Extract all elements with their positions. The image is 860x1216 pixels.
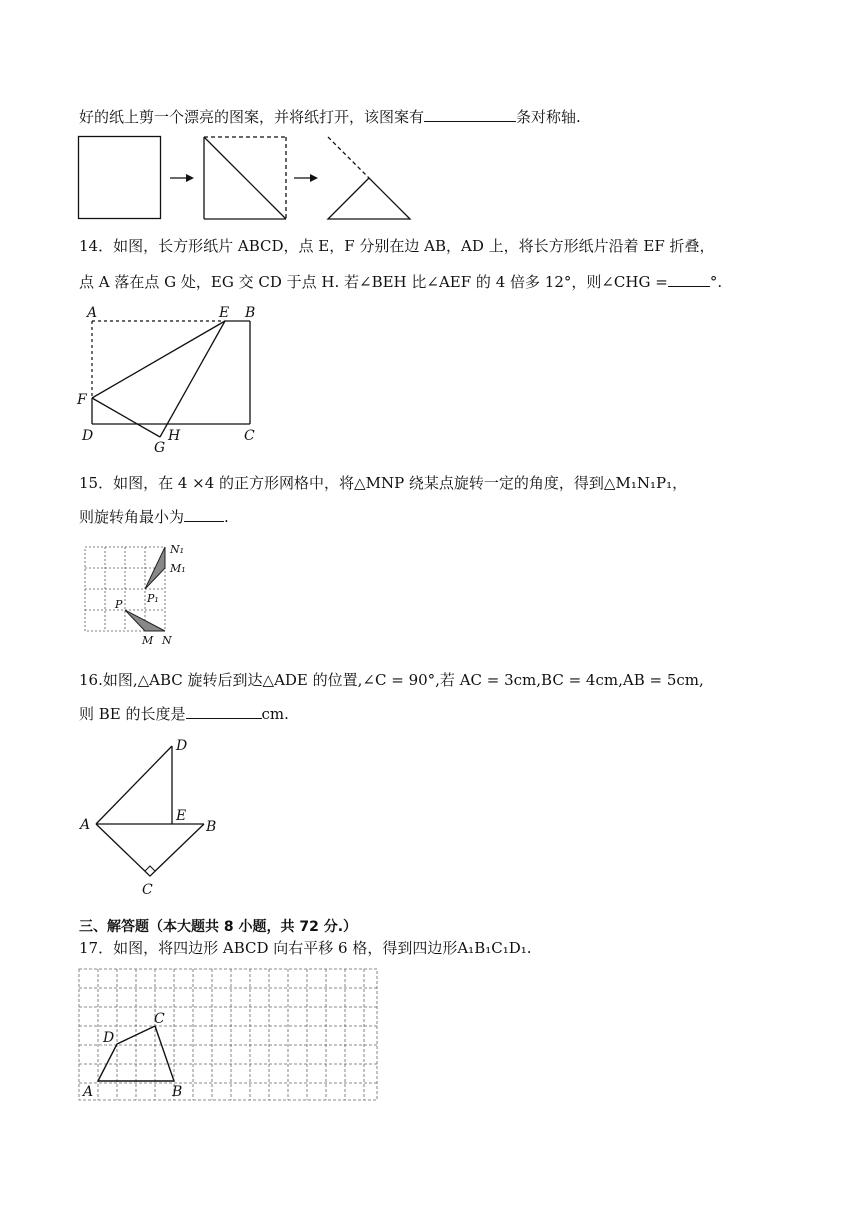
- label-D: D: [103, 1030, 115, 1046]
- q15-line2: [79, 507, 229, 527]
- grid: [85, 547, 165, 631]
- label-N1: N₁: [170, 543, 185, 556]
- label-N: N: [162, 634, 172, 647]
- label-C: C: [154, 1011, 165, 1027]
- segment-AC: [96, 824, 150, 876]
- label-B: B: [245, 305, 256, 321]
- segment-AD: [96, 746, 172, 824]
- q15-text: 则旋转角最小为: [79, 508, 185, 526]
- q15-grid-rotation-figure: [84, 542, 194, 648]
- q16-line1: 16.如图,△ABC 旋转后到达△ADE 的位置,∠C = 90°,若 AC = 3cm,BC = 4cm,AB = 5cm,: [79, 671, 704, 689]
- q14-rectangle-fold-figure: [72, 302, 272, 457]
- triangle-dashed-edge: [328, 137, 369, 178]
- q15-line1: 15．如图，在 4 ×4 的正方形网格中，将△MNP 绕某点旋转一定的角度，得到△M₁N₁P₁，: [79, 474, 688, 492]
- square-paper: [79, 137, 161, 219]
- cut-triangle: [328, 178, 410, 219]
- label-A: A: [87, 305, 98, 321]
- answer-blank: [668, 286, 710, 287]
- segment-CB: [150, 824, 204, 876]
- label-P: P: [115, 598, 123, 611]
- label-A: A: [83, 1084, 94, 1100]
- q14-text: 点 A 落在点 G 处，EG 交 CD 于点 H. 若∠BEH 比∠AEF 的 4 倍多 12°，则∠CHG =: [79, 273, 668, 291]
- intro-text: 好的纸上剪一个漂亮的图案，并将纸打开，该图案有: [79, 108, 425, 126]
- intro-text-end: 条对称轴.: [516, 108, 581, 126]
- q17-line1: 17．如图，将四边形 ABCD 向右平移 6 格，得到四边形A₁B₁C₁D₁.: [79, 939, 532, 957]
- label-E: E: [176, 808, 187, 824]
- arrow-1-head: [186, 174, 194, 182]
- label-G: G: [154, 440, 166, 456]
- answer-blank: [184, 521, 224, 522]
- label-F: F: [77, 392, 87, 408]
- label-A: A: [80, 817, 91, 833]
- section-heading: 三、解答题（本大题共 8 小题，共 72 分.）: [79, 919, 358, 935]
- q14-text-end: °.: [709, 273, 723, 291]
- q17-grid-quadrilateral-figure: [78, 968, 380, 1104]
- label-M1: M₁: [170, 562, 186, 575]
- label-P1: P₁: [147, 592, 159, 605]
- triangle-MNP: [125, 610, 165, 631]
- segment-FG: [92, 398, 160, 437]
- label-B: B: [206, 819, 217, 835]
- arrow-2-head: [310, 174, 318, 182]
- triangle-M1N1P1: [145, 547, 165, 589]
- label-C: C: [244, 428, 255, 444]
- answer-blank: [424, 121, 516, 122]
- intro-line: [79, 107, 581, 127]
- fold-diagonal: [204, 137, 286, 219]
- label-B: B: [172, 1084, 183, 1100]
- q14-line2: [79, 272, 722, 292]
- segment-EG: [160, 321, 225, 437]
- answer-blank: [186, 718, 262, 719]
- q16-rotated-triangles-figure: [78, 732, 228, 902]
- q16-line2: [79, 704, 289, 724]
- label-M: M: [142, 634, 154, 647]
- q15-text-end: .: [224, 508, 229, 526]
- label-D: D: [176, 738, 188, 754]
- label-C: C: [142, 882, 153, 898]
- label-H: H: [168, 428, 181, 444]
- paper-folding-figure: [78, 136, 418, 222]
- label-E: E: [219, 305, 230, 321]
- q14-line1: 14．如图，长方形纸片 ABCD，点 E，F 分别在边 AB，AD 上，将长方形纸片沿着 EF 折叠，: [79, 237, 715, 255]
- fold-line-EF: [92, 321, 225, 398]
- label-D: D: [82, 428, 94, 444]
- q16-text-end: cm.: [261, 705, 289, 723]
- right-angle-mark: [145, 866, 155, 876]
- q16-text: 则 BE 的长度是: [79, 705, 186, 723]
